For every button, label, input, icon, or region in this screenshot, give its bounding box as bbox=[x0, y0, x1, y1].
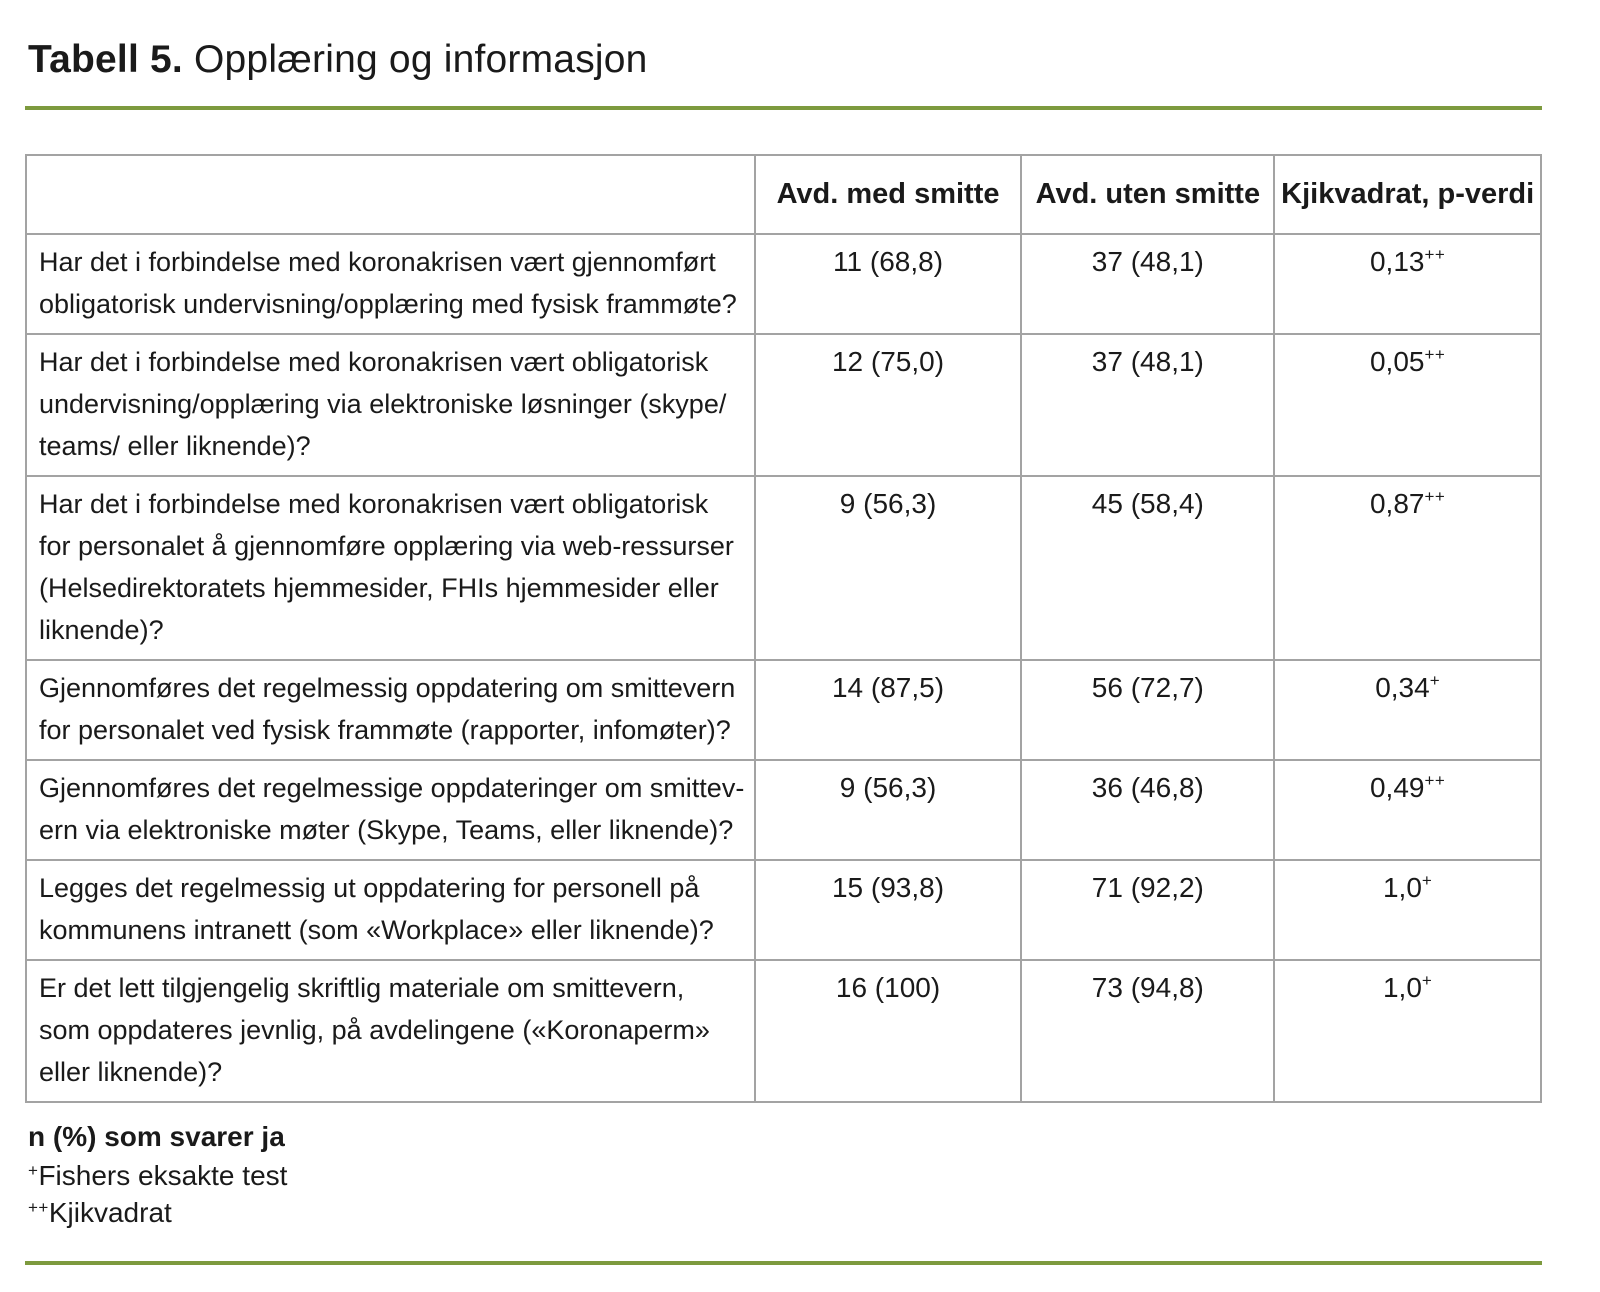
table-row bbox=[26, 234, 1541, 334]
p-value-test-mark: ++ bbox=[1424, 771, 1446, 790]
question-cell: Gjennomføres det regelmessig oppdatering om smittevern for personalet ved fysisk frammøte (rapporter, infomøter)? bbox=[26, 660, 755, 760]
question-cell: Gjennomføres det regelmessige oppdateringer om smittev- ern via elektroniske møter (Skype, Teams, eller liknende)? bbox=[26, 760, 755, 860]
p-value-cell bbox=[1274, 334, 1541, 476]
table-row bbox=[26, 960, 1541, 1102]
table-row bbox=[26, 660, 1541, 760]
footnote-fishers-mark: + bbox=[28, 1161, 39, 1180]
table-row bbox=[26, 334, 1541, 476]
p-value: 1,0 bbox=[1382, 872, 1422, 903]
p-value: 0,05 bbox=[1369, 346, 1425, 377]
med-smitte-cell: 9 (56,3) bbox=[755, 476, 1022, 660]
bottom-accent-rule bbox=[25, 1261, 1542, 1265]
p-value-test-mark: + bbox=[1421, 971, 1433, 990]
table-row bbox=[26, 476, 1541, 660]
p-value-cell bbox=[1274, 760, 1541, 860]
p-value-test-mark: + bbox=[1429, 671, 1441, 690]
p-value-test-mark: + bbox=[1421, 871, 1433, 890]
med-smitte-cell: 15 (93,8) bbox=[755, 860, 1022, 960]
uten-smitte-cell: 71 (92,2) bbox=[1021, 860, 1274, 960]
question-cell: Har det i forbindelse med koronakrisen vært gjennomført obligatorisk undervisning/opplæring med fysisk frammøte? bbox=[26, 234, 755, 334]
table-number-label: Tabell 5. bbox=[28, 38, 183, 81]
p-value-test-mark: ++ bbox=[1424, 345, 1446, 364]
med-smitte-cell: 9 (56,3) bbox=[755, 760, 1022, 860]
table-row bbox=[26, 760, 1541, 860]
footnote-fishers-text: Fishers eksakte test bbox=[38, 1160, 288, 1191]
column-header-p-verdi: Kjikvadrat, p-verdi bbox=[1274, 155, 1541, 234]
med-smitte-cell: 12 (75,0) bbox=[755, 334, 1022, 476]
footnote-fishers bbox=[28, 1157, 1542, 1194]
column-header-question bbox=[26, 155, 755, 234]
p-value-test-mark: ++ bbox=[1424, 245, 1446, 264]
footnote-legend: n (%) som svarer ja bbox=[28, 1121, 285, 1152]
table-header-row bbox=[26, 155, 1541, 234]
page-title bbox=[28, 38, 1542, 82]
p-value-cell bbox=[1274, 234, 1541, 334]
med-smitte-cell: 16 (100) bbox=[755, 960, 1022, 1102]
p-value: 0,34 bbox=[1375, 672, 1430, 703]
uten-smitte-cell: 37 (48,1) bbox=[1021, 234, 1274, 334]
p-value: 0,49 bbox=[1369, 772, 1425, 803]
results-table bbox=[25, 154, 1542, 1103]
uten-smitte-cell: 73 (94,8) bbox=[1021, 960, 1274, 1102]
uten-smitte-cell: 37 (48,1) bbox=[1021, 334, 1274, 476]
p-value-cell bbox=[1274, 476, 1541, 660]
p-value: 0,87 bbox=[1369, 488, 1425, 519]
med-smitte-cell: 11 (68,8) bbox=[755, 234, 1022, 334]
p-value: 1,0 bbox=[1382, 972, 1422, 1003]
uten-smitte-cell: 36 (46,8) bbox=[1021, 760, 1274, 860]
footnote-kjikvadrat-text: Kjikvadrat bbox=[48, 1197, 172, 1228]
question-cell: Legges det regelmessig ut oppdatering for personell på kommunens intranett (som «Workplace» eller liknende)? bbox=[26, 860, 755, 960]
p-value-test-mark: ++ bbox=[1424, 487, 1446, 506]
p-value: 0,13 bbox=[1369, 246, 1425, 277]
table-title-text: Opplæring og informasjon bbox=[182, 38, 648, 81]
p-value-cell bbox=[1274, 860, 1541, 960]
p-value-cell bbox=[1274, 960, 1541, 1102]
table-row bbox=[26, 860, 1541, 960]
p-value-cell bbox=[1274, 660, 1541, 760]
question-cell: Er det lett tilgjengelig skriftlig materiale om smittevern, som oppdateres jevnlig, på avdelingene («Koronaperm» eller liknende)? bbox=[26, 960, 755, 1102]
footnote-kjikvadrat-mark: ++ bbox=[28, 1198, 49, 1217]
column-header-uten-smitte: Avd. uten smitte bbox=[1021, 155, 1274, 234]
uten-smitte-cell: 45 (58,4) bbox=[1021, 476, 1274, 660]
question-cell: Har det i forbindelse med koronakrisen vært obligatorisk for personalet å gjennomføre opplæring via web-ressurser (Helsedirektoratets hjemmesider, FHIs hjemmesider eller liknende)? bbox=[26, 476, 755, 660]
med-smitte-cell: 14 (87,5) bbox=[755, 660, 1022, 760]
column-header-med-smitte: Avd. med smitte bbox=[755, 155, 1022, 234]
question-cell: Har det i forbindelse med koronakrisen vært obligatorisk undervisning/opplæring via elektroniske løsninger (skype/ teams/ eller liknende)? bbox=[26, 334, 755, 476]
table-footnotes bbox=[28, 1117, 1542, 1231]
top-accent-rule bbox=[25, 106, 1542, 110]
uten-smitte-cell: 56 (72,7) bbox=[1021, 660, 1274, 760]
footnote-kjikvadrat bbox=[28, 1194, 1542, 1231]
